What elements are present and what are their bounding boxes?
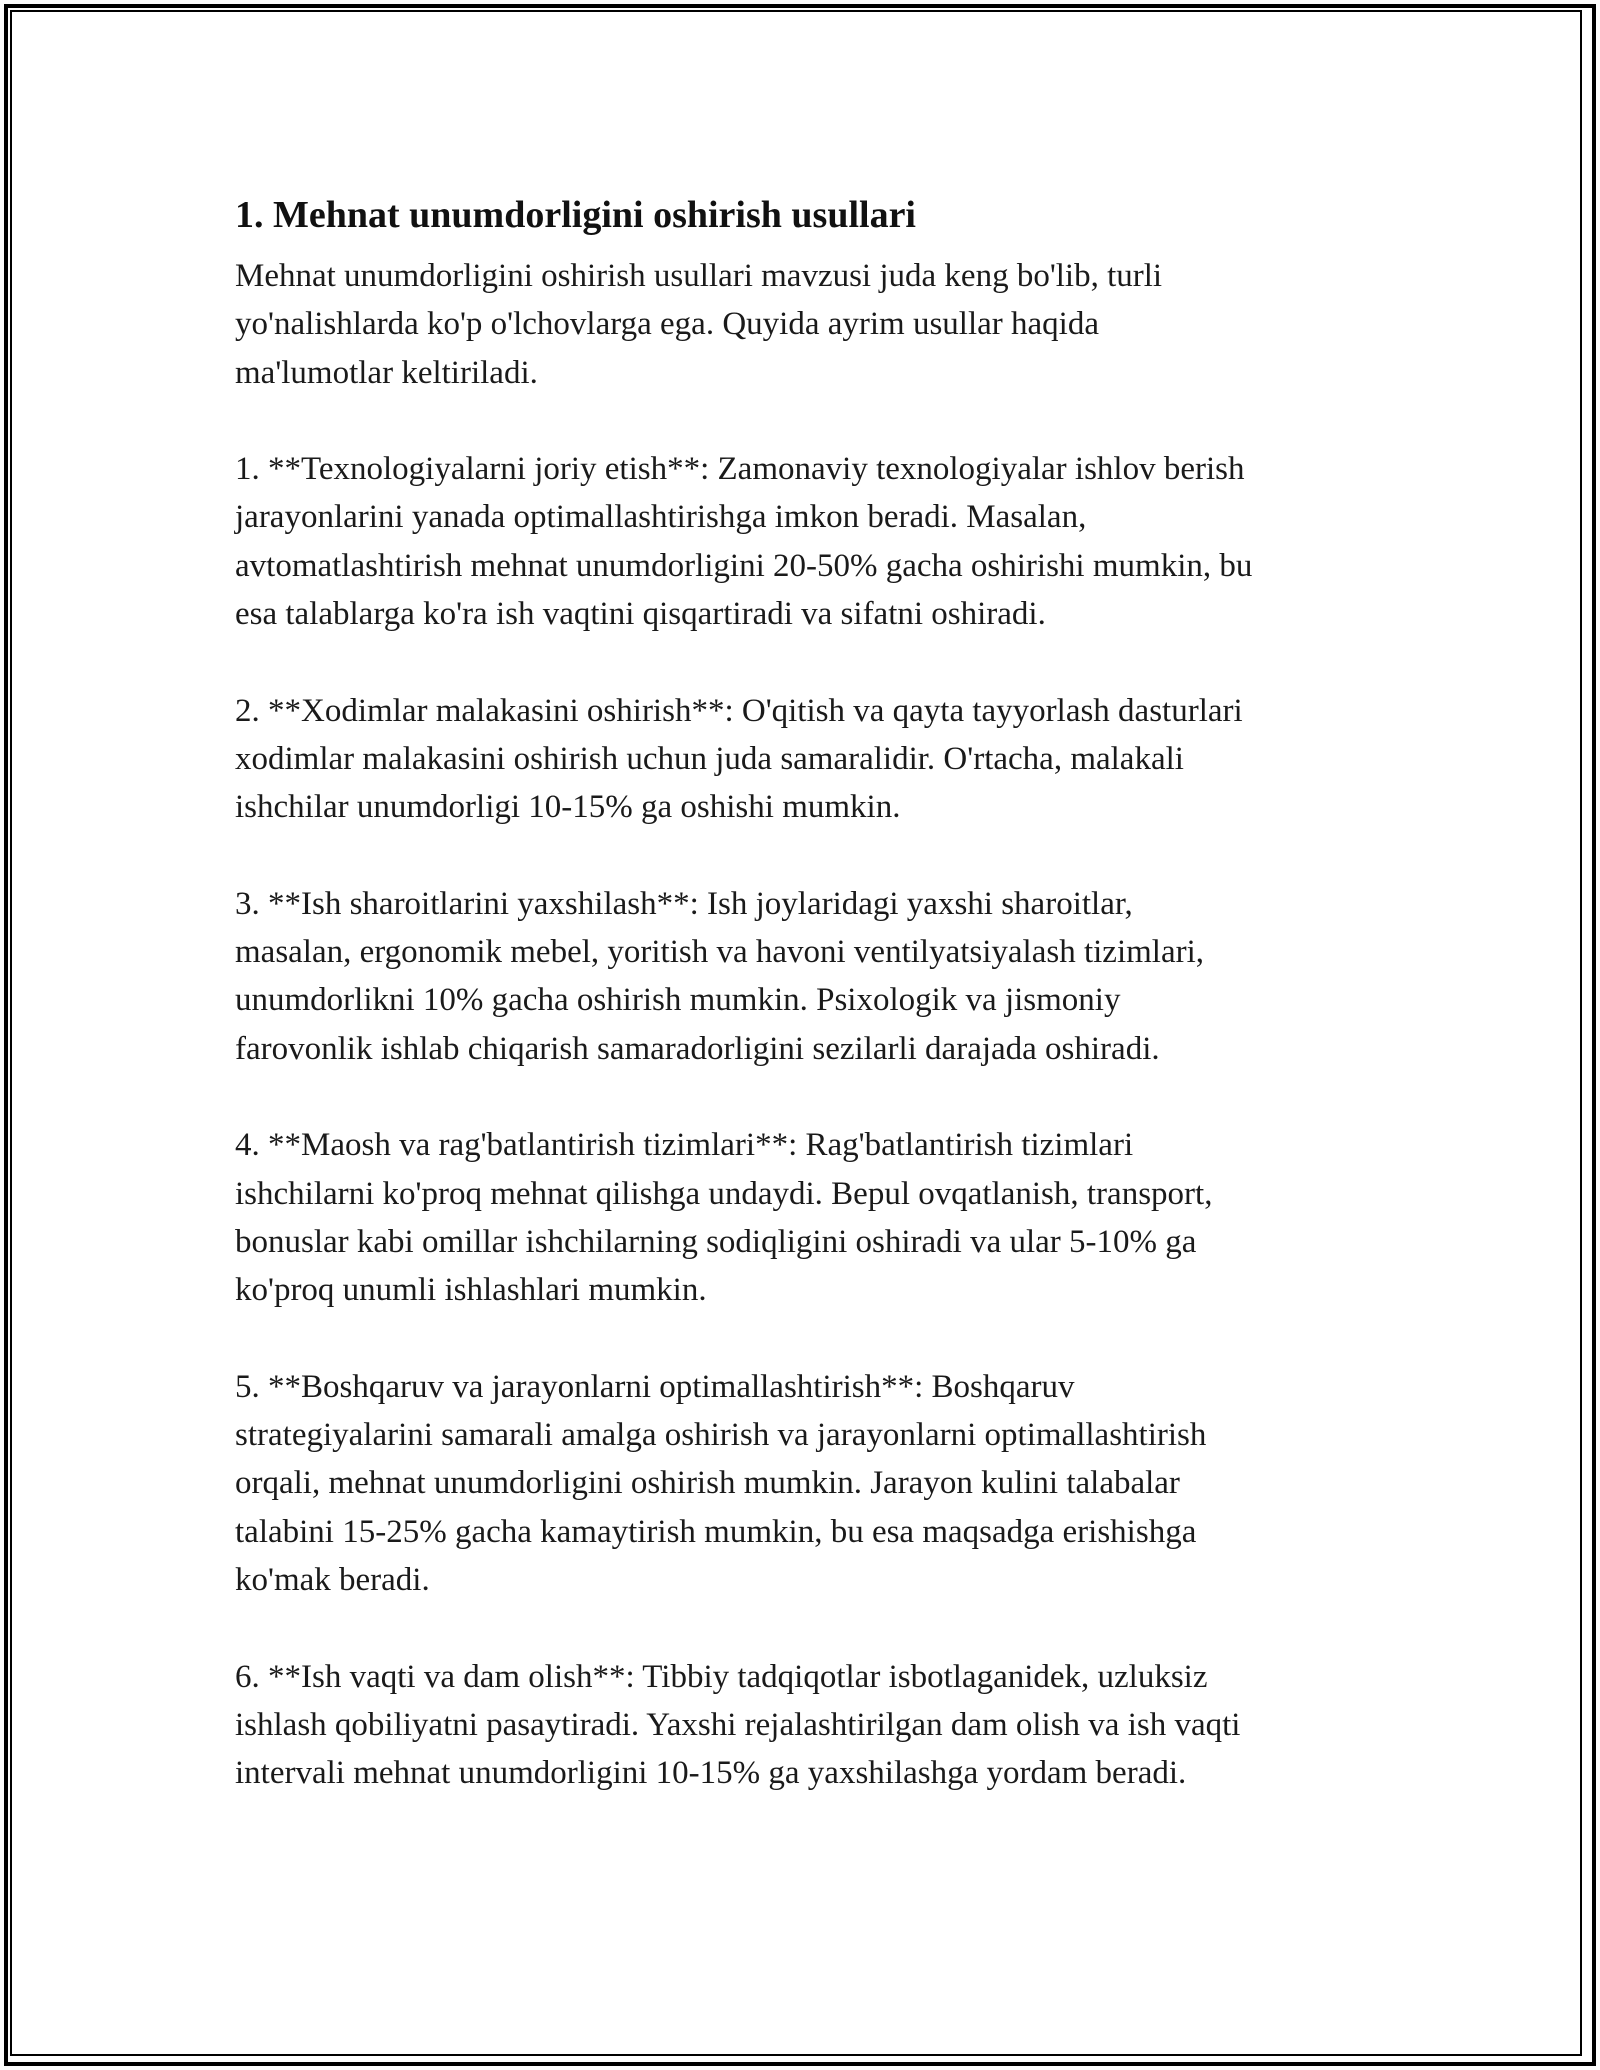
list-item: 5. **Boshqaruv va jarayonlarni optimallashtirish**: Boshqaruv strategiyalarini samarali amalga oshirish va jarayonlarni optimallashtirish orqali, mehnat unumdorligini oshirish mumkin. Jarayon kulini talabalar talabini 15-25% gacha kamaytirish mumkin, bu esa maqsadga erishishga ko'mak beradi.: [235, 1368, 1207, 1599]
list-item: 1. **Texnologiyalarni joriy etish**: Zamonaviy texnologiyalar ishlov berish jarayonlarini yanada optimallashtirishga imkon beradi. Masalan, avtomatlashtirish mehnat unumdorligini 20-50% gacha oshirishi mumkin, bu esa talablarga ko'ra ish vaqtini qisqartiradi va sifatni oshiradi.: [235, 451, 1253, 633]
list-item: 3. **Ish sharoitlarini yaxshilash**: Ish joylaridagi yaxshi sharoitlar, masalan, ergonomik mebel, yoritish va havoni ventilyatsiyalash tizimlari, unumdorlikni 10% gacha oshirish mumkin. Psixologik va jismoniy farovonlik ishlab chiqarish samaradorligini sezilarli darajada oshiradi.: [235, 885, 1205, 1067]
list-item: 6. **Ish vaqti va dam olish**: Tibbiy tadqiqotlar isbotlaganidek, uzluksiz ishlash qobiliyatni pasaytiradi. Yaxshi rejalashtirilgan dam olish va ish vaqti intervali mehnat unumdorligini 10-15% ga yaxshilashga yordam beradi.: [235, 1658, 1241, 1792]
intro-paragraph: Mehnat unumdorligini oshirish usullari mavzusi juda keng bo'lib, turli yo'nalishlarda ko'p o'lchovlarga ega. Quyida ayrim usullar haqida ma'lumotlar keltiriladi.: [235, 258, 1163, 391]
list-item: 2. **Xodimlar malakasini oshirish**: O'qitish va qayta tayyorlash dasturlari xodimlar malakasini oshirish uchun juda samaralidir. O'rtacha, malakali ishchilar unumdorligi 10-15% ga oshishi mumkin.: [235, 692, 1243, 826]
document-title: 1. Mehnat unumdorligini oshirish usullari: [235, 194, 916, 236]
list-item: 4. **Maosh va rag'batlantirish tizimlari**: Rag'batlantirish tizimlari ishchilarni ko'proq mehnat qilishga undaydi. Bepul ovqatlanish, transport, bonuslar kabi omillar ishchilarning sodiqligini oshiradi va ular 5-10% ga ko'proq unumli ishlashlari mumkin.: [235, 1127, 1213, 1309]
document-body: [235, 182, 1370, 1798]
